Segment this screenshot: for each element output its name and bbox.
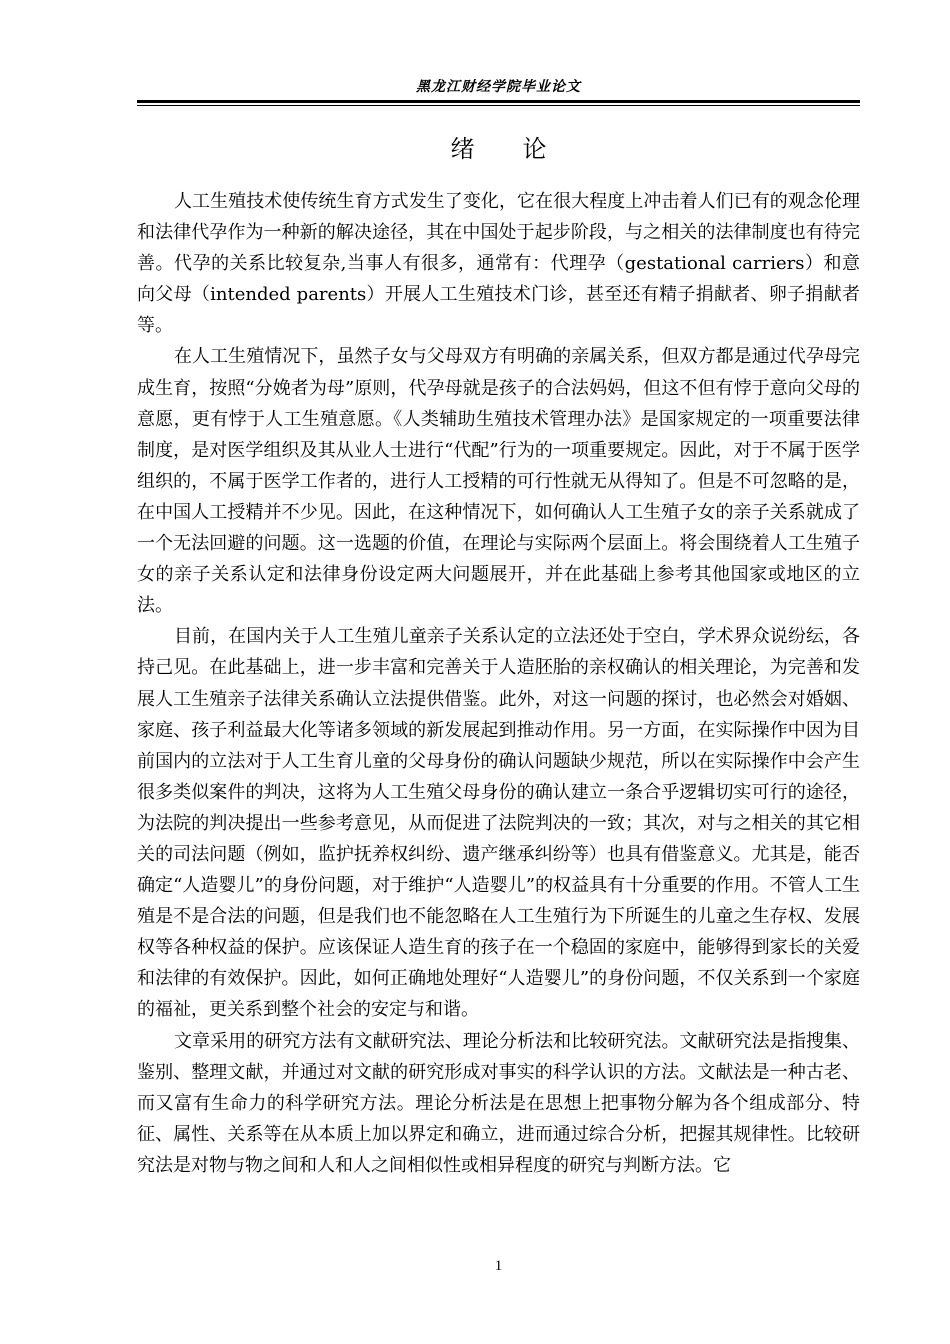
- header-rule-thin: [137, 105, 860, 106]
- page-number: 1: [494, 1258, 503, 1274]
- paragraph-4: 文章采用的研究方法有文献研究法、理论分析法和比较研究法。文献研究法是指搜集、鉴别、整理文献，并通过对文献的研究形成对事实的科学认识的方法。文献法是一种古老、而又富有生命力的科学研究方法。理论分析法是在思想上把事物分解为各个组成部分、特征、属性、关系等在从本质上加以界定和确立，进而通过综合分析，把握其规律性。比较研究法是对物与物之间和人和人之间相似性或相异程度的研究与判断方法。它: [137, 1030, 860, 1176]
- page-header: 黑龙江财经学院毕业论文: [416, 79, 581, 95]
- body-text: [137, 186, 860, 1181]
- paragraph-1: 人工生殖技术使传统生育方式发生了变化，它在很大程度上冲击着人们已有的观念伦理和法律代孕作为一种新的解决途径，其在中国处于起步阶段，与之相关的法律制度也有待完善。代孕的关系比较复杂,当事人有很多，通常有：代理孕（gestational carriers）和意向父母（intended parents）开展人工生殖技术门诊，甚至还有精子捐献者、卵子捐献者等。: [137, 191, 860, 337]
- section-title: 绪论: [450, 135, 595, 163]
- paragraph-2: 在人工生殖情况下，虽然子女与父母双方有明确的亲属关系，但双方都是通过代孕母完成生育，按照“分娩者为母”原则，代孕母就是孩子的合法妈妈，但这不但有悖于意向父母的意愿，更有悖于人工生殖意愿。《人类辅助生殖技术管理办法》是国家规定的一项重要法律制度，是对医学组织及其从业人士进行“代配”行为的一项重要规定。因此，对于不属于医学组织的，不属于医学工作者的，进行人工授精的可行性就无从得知了。但是不可忽略的是，在中国人工授精并不少见。因此，在这种情况下，如何确认人工生殖子女的亲子关系就成了一个无法回避的问题。这一选题的价值，在理论与实际两个层面上。将会围绕着人工生殖子女的亲子关系认定和法律身份设定两大问题展开，并在此基础上参考其他国家或地区的立法。: [137, 346, 860, 617]
- header-rule-thick: [137, 100, 860, 103]
- paragraph-3: 目前，在国内关于人工生殖儿童亲子关系认定的立法还处于空白，学术界众说纷纭，各持己见。在此基础上，进一步丰富和完善关于人造胚胎的亲权确认的相关理论，为完善和发展人工生殖亲子法律关系确认立法提供借鉴。此外，对这一问题的探讨，也必然会对婚姻、家庭、孩子利益最大化等诸多领域的新发展起到推动作用。另一方面，在实际操作中因为目前国内的立法对于人工生育儿童的父母身份的确认问题缺少规范，所以在实际操作中会产生很多类似案件的判决，这将为人工生殖父母身份的确认建立一条合乎逻辑切实可行的途径，为法院的判决提出一些参考意见，从而促进了法院判决的一致；其次，对与之相关的其它相关的司法问题（例如，监护抚养权纠纷、遗产继承纠纷等）也具有借鉴意义。尤其是，能否确定“人造婴儿”的身份问题，对于维护“人造婴儿”的权益具有十分重要的作用。不管人工生殖是不是合法的问题，但是我们也不能忽略在人工生殖行为下所诞生的儿童之生存权、发展权等各种权益的保护。应该保证人造生育的孩子在一个稳固的家庭中，能够得到家长的关爱和法律的有效保护。因此，如何正确地处理好“人造婴儿”的身份问题，不仅关系到一个家庭的福祉，更关系到整个社会的安定与和谐。: [137, 626, 860, 1021]
